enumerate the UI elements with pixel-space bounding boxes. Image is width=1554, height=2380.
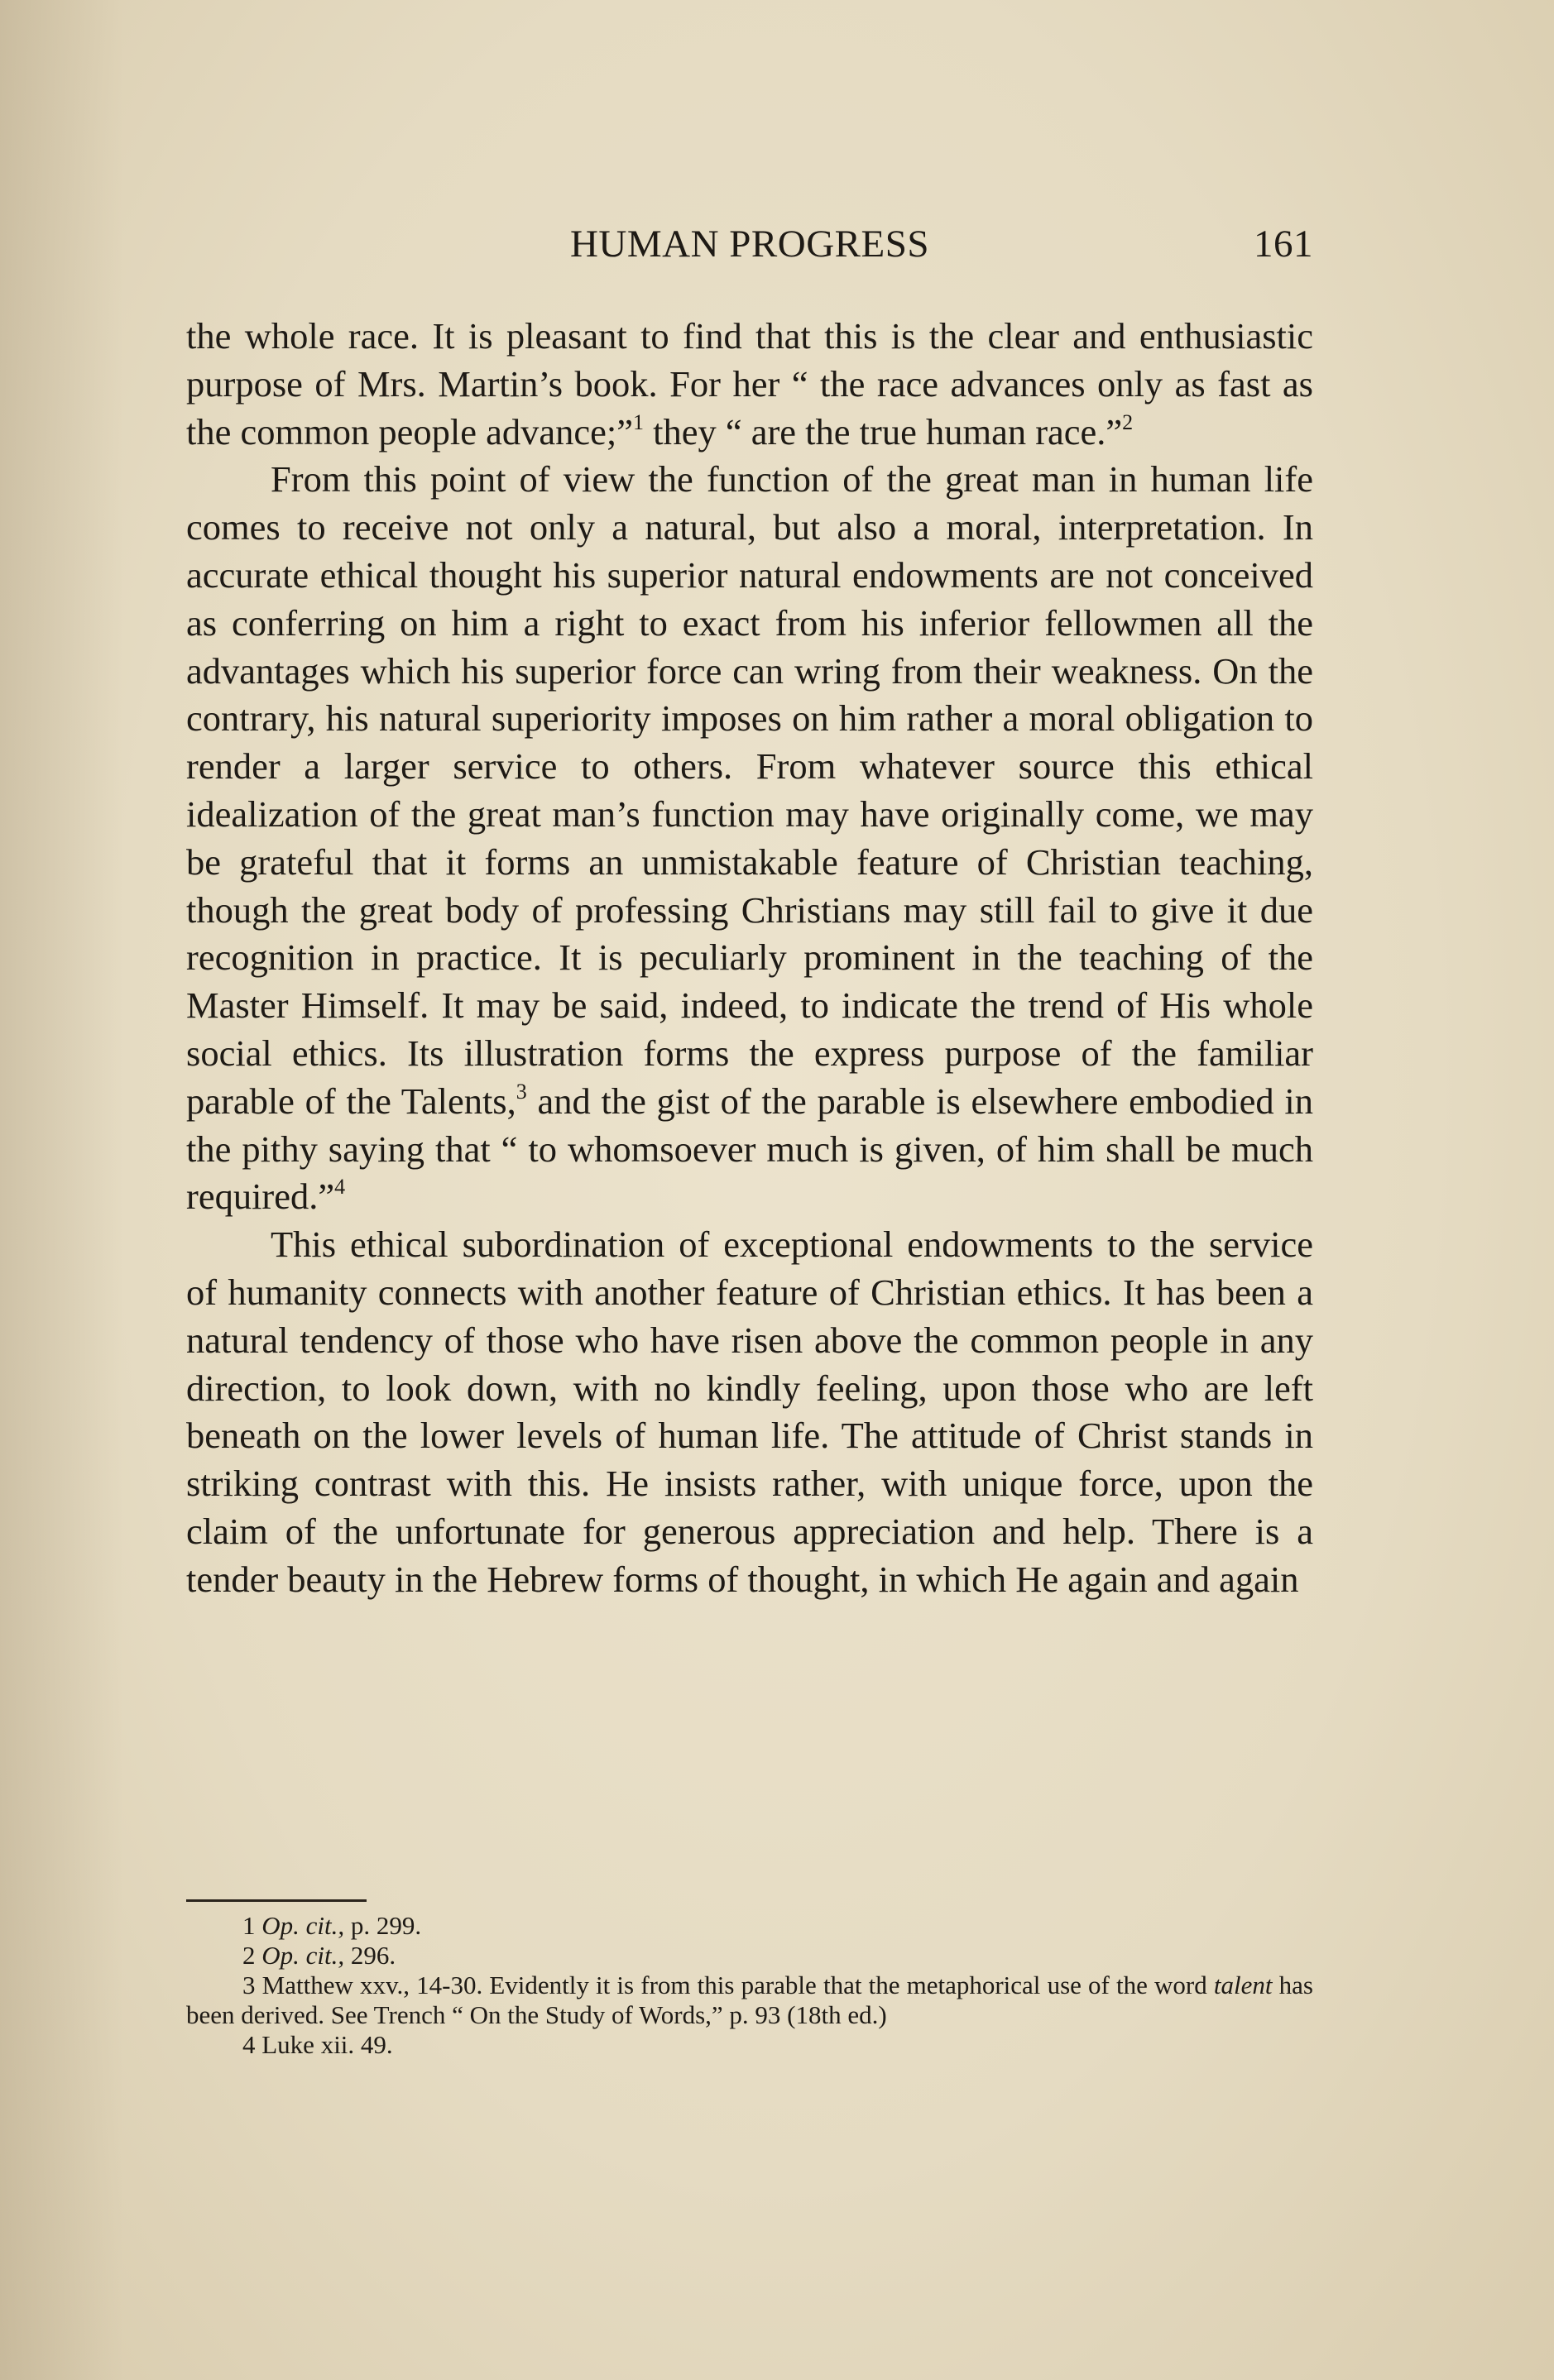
body-text [186,313,1313,1604]
footnote-ref-4: 4 [334,1175,346,1200]
footnote-ref-2: 2 [1122,409,1134,434]
footnote-2 [186,1941,1313,1971]
footnote-rule [186,1899,367,1902]
footnote-2-rest: 296. [344,1941,396,1970]
footnote-4 [186,2030,1313,2060]
paragraph-3-text: This ethical subordination of exceptional endowments to the service of humanity connects with another feature of Christian ethics. It has been a natural tendency of those who have risen above the common people in any direction, to look down, with no kindly feeling, upon those who are left beneath on the lower levels of human life. The attitude of Christ stands in striking contrast with this. He insists rather, with unique force, upon the claim of the unfortunate for generous appreciation and help. There is a tender beauty in the Hebrew forms of thought, in which He again and again [186,1224,1313,1600]
page-number: 161 [1254,223,1313,266]
page-gutter-shadow [0,0,124,2380]
footnote-4-text: 4 Luke xii. 49. [242,2030,393,2059]
footnote-3-rest: has been derived. See Trench “ On the Study of Words,” p. 93 (18th ed.) [186,1971,1313,2029]
footnote-1-rest: p. 299. [344,1911,422,1940]
paragraph-1-mid: they “ are the true human race.” [643,410,1123,453]
paragraph-2-mid: and the gist of the parable is elsewhere embodied in the pithy saying that “ to whomsoever much is given, of him shall be much required.” [186,1080,1313,1218]
footnote-1-number: 1 [242,1911,256,1940]
paragraph-1 [186,313,1313,456]
footnote-3 [186,1971,1313,2030]
footnote-ref-3: 3 [516,1079,527,1104]
footnote-ref-1: 1 [632,409,644,434]
running-title: HUMAN PROGRESS [569,223,930,266]
footnote-2-italic: Op. cit., [261,1941,345,1970]
paragraph-2 [186,456,1313,1221]
footnote-2-number: 2 [242,1941,256,1970]
footnotes [186,1911,1313,2060]
footnote-3-italic: talent [1213,1971,1273,1999]
footnote-1-italic: Op. cit., [261,1911,345,1940]
paragraph-1-lead: the whole race. It is pleasant to find that this is the clear and enthusiastic purpose of Mrs. Martin’s book. For her “ the race advances only as fast as the common people advance;” [186,315,1313,453]
running-head [186,222,1313,280]
paragraph-3 [186,1221,1313,1603]
footnote-3-lead: 3 Matthew xxv., 14-30. Evidently it is from this parable that the metaphorical use of the word [242,1971,1214,1999]
footnote-1 [186,1911,1313,1941]
paragraph-2-lead: From this point of view the function of the great man in human life comes to receive not only a natural, but also a moral, interpretation. In accurate ethical thought his superior natural endowments are not conceived as conferring on him a right to exact from his inferior fellowmen all the advantages which his superior force can wring from their weakness. On the contrary, his natural superiority imposes on him rather a moral obligation to render a larger service to others. From whatever source this ethical idealization of the great man’s function may have originally come, we may be grateful that it forms an unmistakable feature of Christian teaching, though the great body of professing Christians may still fail to give it due recognition in practice. It is peculiarly prominent in the teaching of the Master Himself. It may be said, indeed, to indicate the trend of His whole social ethics. Its illustration forms the express purpose of the familiar parable of the Talents, [186,458,1313,1122]
